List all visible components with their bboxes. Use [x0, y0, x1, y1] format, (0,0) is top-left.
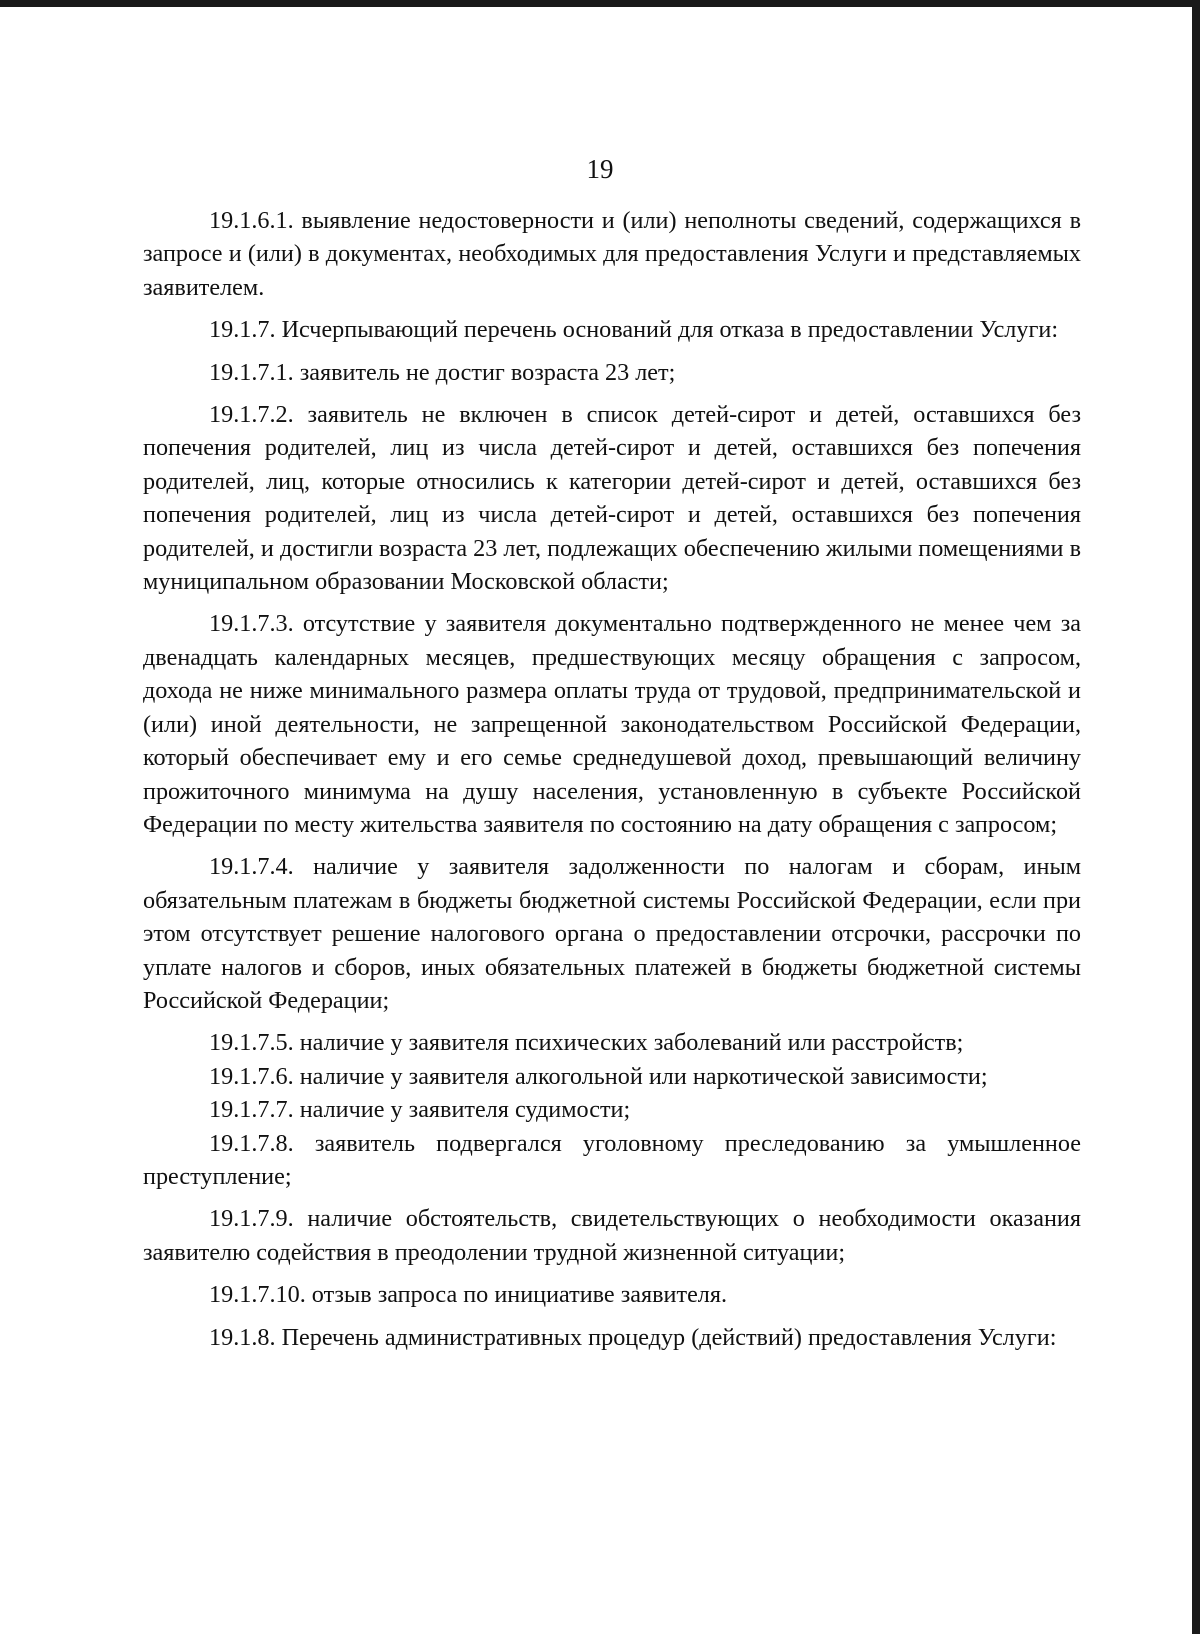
paragraph-19-1-7: 19.1.7. Исчерпывающий перечень оснований для отказа в предоставлении Услуги: [209, 316, 1059, 344]
scan-edge-right [1192, 0, 1200, 1634]
scan-edge-top [0, 0, 1200, 7]
paragraph-19-1-7-8: 19.1.7.8. заявитель подвергался уголовному преследованию за умышленное преступление; [143, 1129, 1081, 1190]
paragraph-19-1-7-5: 19.1.7.5. наличие у заявителя психических заболеваний или расстройств; [209, 1029, 964, 1057]
paragraph-19-1-7-4: 19.1.7.4. наличие у заявителя задолженности по налогам и сборам, иным обязательным платежам в бюджеты бюджетной системы Российской Федерации, если при этом отсутствует решение налогового органа о предоставлении отсрочки, рассрочки по уплате налогов и сборов, иных обязательных платежей в бюджеты бюджетной системы Российской Федерации; [143, 853, 1081, 1014]
paragraph-19-1-7-9: 19.1.7.9. наличие обстоятельств, свидетельствующих о необходимости оказания заявителю содействия в преодолении трудной жизненной ситуации; [143, 1205, 1081, 1266]
paragraph-19-1-7-7: 19.1.7.7. наличие у заявителя судимости; [209, 1096, 631, 1124]
page-number: 19 [586, 154, 614, 184]
paragraph-19-1-7-1: 19.1.7.1. заявитель не достиг возраста 23 лет; [209, 358, 676, 386]
paragraph-19-1-8: 19.1.8. Перечень административных процедур (действий) предоставления Услуги: [209, 1323, 1057, 1351]
paragraph-19-1-7-2: 19.1.7.2. заявитель не включен в список детей-сирот и детей, оставшихся без попечения родителей, лиц из числа детей-сирот и детей, оставшихся без попечения родителей, лиц, которые относились к категории детей-сирот и детей, оставшихся без попечения родителей, лиц из числа детей-сирот и детей, оставшихся без попечения родителей, и достигли возраста 23 лет, подлежащих обеспечению жилыми помещениями в муниципальном образовании Московской области; [143, 401, 1081, 596]
paragraph-19-1-7-6: 19.1.7.6. наличие у заявителя алкогольной или наркотической зависимости; [209, 1062, 988, 1090]
document-body [143, 204, 1081, 1363]
paragraph-19-1-7-10: 19.1.7.10. отзыв запроса по инициативе заявителя. [209, 1281, 728, 1309]
paragraph-19-1-7-3: 19.1.7.3. отсутствие у заявителя документально подтвержденного не менее чем за двенадцать календарных месяцев, предшествующих месяцу обращения с запросом, дохода не ниже минимального размера оплаты труда от трудовой, предпринимательской и (или) иной деятельности, не запрещенной законодательством Российской Федерации, который обеспечивает ему и его семье среднедушевой доход, превышающий величину прожиточного минимума на душу населения, установленную в субъекте Российской Федерации по месту жительства заявителя по состоянию на дату обращения с запросом; [143, 610, 1081, 838]
paragraph-19-1-6-1: 19.1.6.1. выявление недостоверности и (или) неполноты сведений, содержащихся в запросе и (или) в документах, необходимых для предоставления Услуги и представляемых заявителем. [143, 207, 1081, 301]
